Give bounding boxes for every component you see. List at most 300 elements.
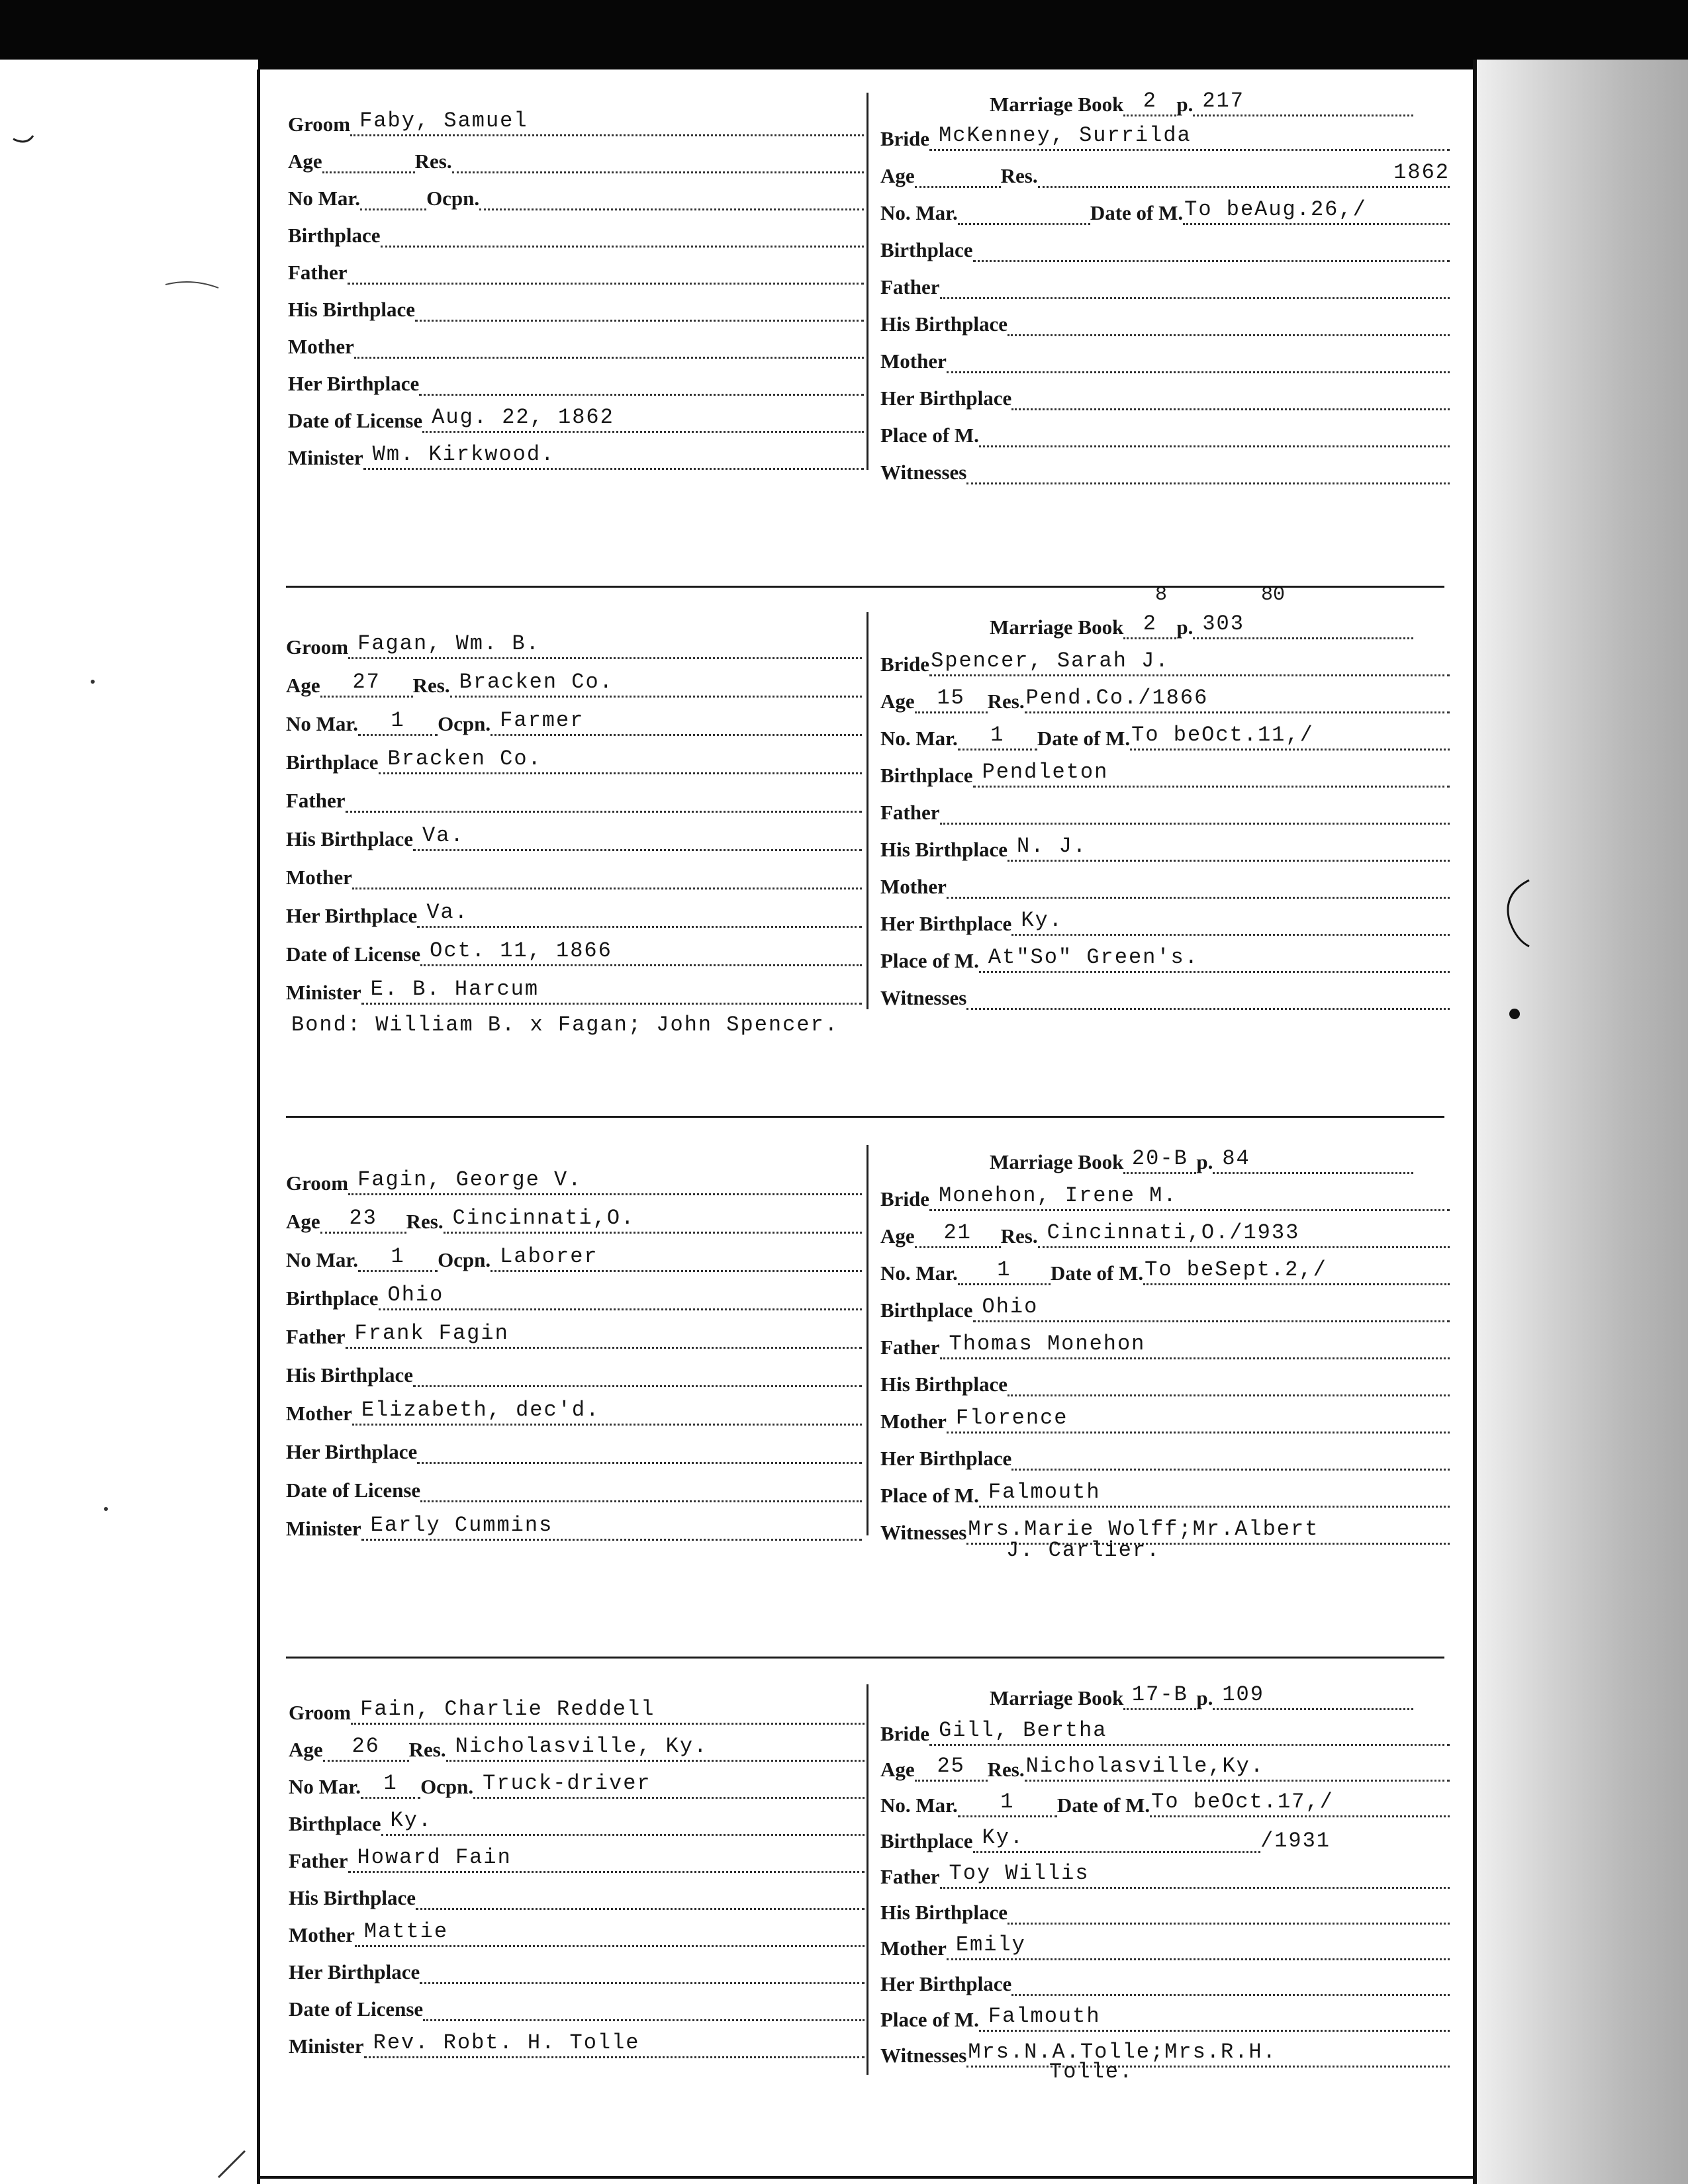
- res-label: Res.: [412, 674, 450, 697]
- father-label: Father: [286, 1325, 346, 1348]
- groom-minister: Early Cummins: [361, 1512, 862, 1541]
- bride-father: [940, 796, 1450, 825]
- res-label: Res.: [987, 690, 1025, 713]
- groom-no-mar: [360, 182, 426, 210]
- bride-name: McKenney, Surrilda: [929, 122, 1450, 151]
- groom-birthplace: Bracken Co.: [379, 746, 863, 774]
- bride-no-mar: 1: [958, 722, 1037, 751]
- groom-her-birthplace: [417, 1435, 862, 1464]
- witnesses-label: Witnesses: [880, 2044, 967, 2067]
- bride-her-birthplace: [1011, 1968, 1450, 1996]
- bride-res: Pend.Co./1866: [1025, 685, 1450, 713]
- mother-label: Mother: [286, 1402, 352, 1425]
- groom-nomar-ocpn-field: [289, 1762, 865, 1799]
- bride-label: Bride: [880, 1187, 930, 1210]
- bride-mother-field: [880, 1396, 1450, 1433]
- birthplace-label: Birthplace: [289, 1812, 381, 1835]
- place-of-m-label: Place of M.: [880, 424, 979, 447]
- groom-license-field: [286, 1465, 862, 1502]
- bride-witnesses-field: [880, 973, 1450, 1010]
- bride-his-birthplace-field: [880, 825, 1450, 862]
- groom-father-field: [288, 248, 864, 285]
- groom-father-field: [286, 776, 862, 813]
- father-label: Father: [880, 1865, 940, 1888]
- marriage-book-field: [990, 1673, 1413, 1710]
- record-separator: [286, 1657, 1444, 1659]
- minister-label: Minister: [286, 981, 361, 1004]
- mother-label: Mother: [880, 875, 947, 898]
- marriage-book-label: Marriage Book: [990, 1686, 1124, 1709]
- groom-minister-field: [288, 433, 864, 470]
- page-label: p.: [1196, 1686, 1213, 1709]
- res-label: Res.: [414, 150, 452, 173]
- groom-father: [348, 256, 864, 285]
- mother-label: Mother: [288, 335, 354, 358]
- date-of-m-label: Date of M.: [1090, 201, 1184, 224]
- birthplace-label: Birthplace: [288, 224, 381, 247]
- bride-witnesses-field: [880, 2030, 1450, 2068]
- bride-birthplace: Pendleton: [973, 759, 1450, 788]
- bride-mother: [947, 345, 1450, 373]
- groom-res: Bracken Co.: [450, 669, 862, 698]
- no-mar-label: No Mar.: [286, 712, 359, 735]
- groom-nomar-ocpn-field: [286, 699, 862, 736]
- bride-label: Bride: [880, 1722, 930, 1745]
- groom-her-birthplace: Va.: [417, 899, 862, 928]
- res-label: Res.: [987, 1758, 1025, 1781]
- groom-his-birthplace-field: [286, 1350, 862, 1387]
- marriage-book-field: [990, 1137, 1413, 1174]
- groom-date-of-license: Oct. 11, 1866: [420, 938, 862, 966]
- bride-her-birthplace: [1011, 1442, 1450, 1471]
- res-label: Res.: [1000, 1224, 1038, 1248]
- scan-mark-left: [0, 99, 258, 2184]
- marriage-book-number: 2: [1123, 611, 1176, 639]
- his-birthplace-label: His Birthplace: [880, 1901, 1008, 1924]
- bride-birthplace-year: /1931: [1260, 1829, 1331, 1853]
- no-mar-label: No Mar.: [289, 1775, 361, 1798]
- marriage-book-label: Marriage Book: [990, 93, 1124, 116]
- groom-license-field: [286, 929, 862, 966]
- bride-no-mar: 1: [958, 1789, 1057, 1817]
- bride-mother: [947, 870, 1450, 899]
- bride-name-field: [880, 1709, 1450, 1746]
- date-of-m-label: Date of M.: [1050, 1261, 1144, 1285]
- his-birthplace-label: His Birthplace: [286, 1363, 414, 1387]
- his-birthplace-label: His Birthplace: [288, 298, 416, 321]
- book-correction: 8: [1155, 584, 1168, 606]
- groom-minister-field: [286, 968, 862, 1005]
- birthplace-label: Birthplace: [286, 1287, 379, 1310]
- bride-nomar-date-field: [880, 1248, 1450, 1285]
- bride-no-mar-label: No. Mar.: [880, 727, 958, 750]
- bride-father-field: [880, 1852, 1450, 1889]
- her-birthplace-label: Her Birthplace: [286, 904, 418, 927]
- groom-res: [452, 145, 864, 173]
- bride-her-birthplace-field: [880, 1959, 1450, 1996]
- marriage-book-page: 217: [1193, 88, 1413, 116]
- groom-license-field: [289, 1984, 865, 2021]
- groom-birthplace: Ohio: [379, 1282, 863, 1310]
- father-label: Father: [286, 789, 346, 812]
- bride-place-of-m-field: [880, 1995, 1450, 2032]
- groom-no-mar: 1: [358, 707, 438, 736]
- groom-age: 27: [320, 669, 413, 698]
- groom-birthplace-field: [286, 737, 862, 774]
- page-label: p.: [1196, 1150, 1213, 1173]
- bride-father: [940, 271, 1450, 299]
- marriage-book-field: [990, 79, 1413, 116]
- bride-age-res-field: [880, 1745, 1450, 1782]
- groom-ocpn: Laborer: [491, 1244, 862, 1272]
- bride-his-birthplace: [1008, 1368, 1450, 1396]
- groom-mother-field: [288, 322, 864, 359]
- bride-his-birthplace-field: [880, 1888, 1450, 1925]
- bride-witnesses: [966, 456, 1450, 484]
- age-label: Age: [286, 1210, 320, 1233]
- bride-birthplace: [973, 234, 1450, 262]
- page-label: p.: [1176, 93, 1194, 116]
- groom-mother-field: [289, 1910, 865, 1947]
- groom-date-of-license: [420, 1474, 862, 1502]
- groom-name-field: [289, 1688, 865, 1725]
- bride-witnesses: [966, 981, 1450, 1010]
- groom-no-mar: 1: [361, 1770, 420, 1799]
- bride-res: 1862: [1038, 159, 1450, 188]
- birthplace-label: Birthplace: [880, 1298, 973, 1322]
- his-birthplace-label: His Birthplace: [880, 1373, 1008, 1396]
- groom-name: Faby, Samuel: [350, 108, 864, 136]
- marriage-book-page: 84: [1213, 1146, 1413, 1174]
- her-birthplace-label: Her Birthplace: [286, 1440, 418, 1463]
- groom-her-birthplace-field: [288, 359, 864, 396]
- scan-mark-right: [1489, 860, 1569, 1059]
- bride-her-birthplace: Ky.: [1011, 907, 1450, 936]
- marriage-book-label: Marriage Book: [990, 1150, 1124, 1173]
- bride-age-res-field: [880, 151, 1450, 188]
- bride-age: [915, 159, 1001, 188]
- bride-name-field: [880, 639, 1450, 676]
- place-of-m-label: Place of M.: [880, 949, 979, 972]
- res-label: Res.: [406, 1210, 444, 1233]
- bride-place-of-m: [979, 419, 1450, 447]
- date-of-license-label: Date of License: [289, 1997, 424, 2021]
- birthplace-label: Birthplace: [286, 751, 379, 774]
- mother-label: Mother: [289, 1923, 355, 1946]
- groom-his-birthplace-field: [288, 285, 864, 322]
- groom-his-birthplace: [413, 1359, 862, 1387]
- groom-mother-field: [286, 852, 862, 889]
- bride-place-of-m: At"So" Green's.: [979, 944, 1450, 973]
- bride-his-birthplace-field: [880, 299, 1450, 336]
- bride-his-birthplace: N. J.: [1008, 833, 1450, 862]
- bride-date-of-m: To beAug.26,/: [1183, 197, 1450, 225]
- her-birthplace-label: Her Birthplace: [289, 1960, 420, 1983]
- bride-his-birthplace: [1008, 1896, 1450, 1925]
- groom-age-res-field: [288, 136, 864, 173]
- groom-mother-field: [286, 1388, 862, 1426]
- bride-place-of-m-field: [880, 936, 1450, 973]
- groom-ocpn: [479, 182, 864, 210]
- place-of-m-label: Place of M.: [880, 1484, 979, 1507]
- bride-his-birthplace-field: [880, 1359, 1450, 1396]
- bond-note: Bond: William B. x Fagan; John Spencer.: [291, 1013, 839, 1037]
- bride-name: Gill, Bertha: [929, 1717, 1450, 1746]
- bride-name-field: [880, 114, 1450, 151]
- groom-minister: E. B. Harcum: [361, 976, 862, 1005]
- column-divider: [867, 93, 868, 470]
- bride-mother: Florence: [947, 1405, 1450, 1433]
- age-label: Age: [880, 1758, 915, 1781]
- groom-label: Groom: [286, 635, 349, 659]
- marriage-book-label: Marriage Book: [990, 615, 1124, 639]
- bride-no-mar-label: No. Mar.: [880, 1261, 958, 1285]
- column-divider: [867, 1684, 868, 2075]
- bride-her-birthplace-field: [880, 373, 1450, 410]
- bride-birthplace-field: [880, 751, 1450, 788]
- groom-name-field: [286, 1158, 862, 1195]
- groom-age: [322, 145, 415, 173]
- bride-birthplace-field: [880, 1285, 1450, 1322]
- bride-age: 21: [915, 1220, 1001, 1248]
- age-label: Age: [880, 690, 915, 713]
- marriage-book-field: [990, 602, 1413, 639]
- page-correction: 80: [1261, 584, 1286, 606]
- groom-nomar-ocpn-field: [286, 1235, 862, 1272]
- bride-no-mar-label: No. Mar.: [880, 201, 958, 224]
- bride-witnesses-continued: J. Carlier.: [1006, 1538, 1161, 1563]
- date-of-m-label: Date of M.: [1037, 727, 1131, 750]
- groom-her-birthplace: [420, 1956, 865, 1984]
- bride-age-res-field: [880, 1211, 1450, 1248]
- her-birthplace-label: Her Birthplace: [288, 372, 420, 395]
- groom-res: Nicholasville, Ky.: [446, 1733, 865, 1762]
- groom-ocpn: Farmer: [491, 707, 862, 736]
- minister-label: Minister: [286, 1517, 361, 1540]
- bride-date-of-m: To beOct.11,/: [1130, 722, 1450, 751]
- groom-ocpn: Truck-driver: [473, 1770, 865, 1799]
- bride-father: Thomas Monehon: [940, 1331, 1450, 1359]
- marriage-book-number: 2: [1123, 88, 1176, 116]
- groom-father: [346, 784, 862, 813]
- bride-father-field: [880, 1322, 1450, 1359]
- bride-his-birthplace: [1008, 308, 1450, 336]
- groom-birthplace: Ky.: [381, 1807, 865, 1836]
- groom-age-res-field: [289, 1725, 865, 1762]
- groom-her-birthplace-field: [286, 891, 862, 928]
- groom-her-birthplace: [419, 367, 864, 396]
- bride-witnesses: Mrs.N.A.Tolle;Mrs.R.H.: [966, 2039, 1450, 2068]
- groom-her-birthplace-field: [286, 1427, 862, 1464]
- age-label: Age: [288, 150, 322, 173]
- his-birthplace-label: His Birthplace: [289, 1886, 416, 1909]
- birthplace-label: Birthplace: [880, 1829, 973, 1852]
- witnesses-label: Witnesses: [880, 461, 967, 484]
- column-divider: [867, 612, 868, 1009]
- groom-name-field: [288, 99, 864, 136]
- bride-no-mar-label: No. Mar.: [880, 1794, 958, 1817]
- groom-label: Groom: [286, 1171, 349, 1195]
- groom-father: Howard Fain: [348, 1844, 865, 1873]
- marriage-book-number: 20-B: [1123, 1146, 1196, 1174]
- record-separator: [286, 1116, 1444, 1118]
- bride-witnesses: Mrs.Marie Wolff;Mr.Albert: [966, 1516, 1450, 1545]
- ocpn-label: Ocpn.: [438, 1248, 491, 1271]
- res-label: Res.: [408, 1738, 446, 1761]
- groom-date-of-license: [423, 1993, 865, 2021]
- bride-witnesses-field: [880, 447, 1450, 484]
- bride-witnesses-continued: Tolle.: [1049, 2060, 1134, 2084]
- mother-label: Mother: [880, 349, 947, 373]
- bride-nomar-date-field: [880, 188, 1450, 225]
- his-birthplace-label: His Birthplace: [880, 312, 1008, 336]
- his-birthplace-label: His Birthplace: [880, 838, 1008, 861]
- father-label: Father: [288, 261, 348, 284]
- place-of-m-label: Place of M.: [880, 2008, 979, 2031]
- groom-father-field: [286, 1312, 862, 1349]
- birthplace-label: Birthplace: [880, 238, 973, 261]
- bride-place-of-m-field: [880, 410, 1450, 447]
- groom-no-mar: 1: [358, 1244, 438, 1272]
- groom-his-birthplace: [416, 1882, 865, 1910]
- bride-witnesses-field: [880, 1508, 1450, 1545]
- date-of-license-label: Date of License: [286, 1479, 421, 1502]
- bride-place-of-m-field: [880, 1471, 1450, 1508]
- date-of-license-label: Date of License: [286, 942, 421, 966]
- groom-minister: Wm. Kirkwood.: [363, 441, 864, 470]
- groom-label: Groom: [289, 1701, 352, 1724]
- bride-mother-field: [880, 862, 1450, 899]
- groom-his-birthplace-field: [289, 1873, 865, 1910]
- bride-birthplace-field: [880, 1816, 1450, 1853]
- his-birthplace-label: His Birthplace: [286, 827, 414, 850]
- no-mar-label: No Mar.: [288, 187, 361, 210]
- groom-name: Fagin, George V.: [348, 1167, 862, 1195]
- witnesses-label: Witnesses: [880, 1521, 967, 1544]
- bride-father-field: [880, 788, 1450, 825]
- bride-mother-field: [880, 336, 1450, 373]
- scan-right-margin: [1476, 60, 1688, 2184]
- groom-age-res-field: [286, 660, 862, 698]
- groom-res: Cincinnati,O.: [444, 1205, 862, 1234]
- groom-age-res-field: [286, 1197, 862, 1234]
- card-right-border: [1473, 60, 1477, 2184]
- groom-name: Fagan, Wm. B.: [348, 631, 862, 659]
- date-of-license-label: Date of License: [288, 409, 423, 432]
- res-label: Res.: [1000, 164, 1038, 187]
- bride-label: Bride: [880, 127, 930, 150]
- bride-birthplace-field: [880, 225, 1450, 262]
- age-label: Age: [880, 1224, 915, 1248]
- bride-place-of-m: Falmouth: [979, 1479, 1450, 1508]
- groom-his-birthplace: [415, 293, 864, 322]
- father-label: Father: [880, 1336, 940, 1359]
- bride-res: Nicholasville,Ky.: [1025, 1753, 1450, 1782]
- groom-minister-field: [286, 1504, 862, 1541]
- groom-mother: [352, 861, 862, 889]
- groom-birthplace-field: [286, 1273, 862, 1310]
- minister-label: Minister: [289, 2034, 364, 2058]
- age-label: Age: [286, 674, 320, 697]
- groom-his-birthplace-field: [286, 814, 862, 851]
- bride-no-mar: [958, 197, 1090, 225]
- bride-res: Cincinnati,O./1933: [1038, 1220, 1450, 1248]
- groom-mother: [354, 330, 864, 359]
- mother-label: Mother: [880, 1410, 947, 1433]
- groom-minister-field: [289, 2021, 865, 2058]
- bride-name-field: [880, 1174, 1450, 1211]
- date-of-m-label: Date of M.: [1056, 1794, 1150, 1817]
- bride-date-of-m: To beSept.2,/: [1143, 1257, 1450, 1285]
- bride-birthplace: Ohio: [973, 1294, 1450, 1322]
- minister-label: Minister: [288, 446, 363, 469]
- groom-date-of-license: Aug. 22, 1862: [422, 404, 864, 433]
- column-divider: [867, 1145, 868, 1535]
- groom-father: Frank Fagin: [346, 1320, 862, 1349]
- groom-nomar-ocpn-field: [288, 173, 864, 210]
- bride-age: 25: [915, 1753, 988, 1782]
- bride-name: Spencer, Sarah J.: [929, 648, 1450, 676]
- age-label: Age: [289, 1738, 323, 1761]
- her-birthplace-label: Her Birthplace: [880, 1447, 1012, 1470]
- bride-her-birthplace-field: [880, 1433, 1450, 1471]
- bride-mother: Emily: [947, 1932, 1450, 1960]
- bride-age-res-field: [880, 676, 1450, 713]
- groom-name-field: [286, 622, 862, 659]
- groom-father-field: [289, 1836, 865, 1873]
- bride-nomar-date-field: [880, 713, 1450, 751]
- card-bottom-border: [258, 2176, 1476, 2179]
- age-label: Age: [880, 164, 915, 187]
- father-label: Father: [880, 801, 940, 824]
- groom-birthplace-field: [288, 210, 864, 248]
- groom-name: Fain, Charlie Reddell: [351, 1696, 865, 1725]
- mother-label: Mother: [880, 1936, 947, 1960]
- marriage-book-number: 17-B: [1123, 1682, 1196, 1710]
- father-label: Father: [289, 1849, 348, 1872]
- groom-birthplace: [381, 219, 865, 248]
- bride-place-of-m: Falmouth: [979, 2003, 1450, 2032]
- groom-birthplace-field: [289, 1799, 865, 1836]
- page-label: p.: [1176, 615, 1194, 639]
- her-birthplace-label: Her Birthplace: [880, 1972, 1012, 1995]
- groom-mother: Mattie: [355, 1919, 865, 1947]
- bride-no-mar: 1: [958, 1257, 1051, 1285]
- groom-his-birthplace: Va.: [413, 823, 862, 851]
- bride-date-of-m: To beOct.17,/: [1150, 1789, 1450, 1817]
- bride-birthplace: Ky.: [973, 1825, 1260, 1853]
- groom-age: 23: [320, 1205, 406, 1234]
- groom-age: 26: [323, 1733, 409, 1762]
- groom-label: Groom: [288, 113, 351, 136]
- witnesses-label: Witnesses: [880, 986, 967, 1009]
- her-birthplace-label: Her Birthplace: [880, 912, 1012, 935]
- mother-label: Mother: [286, 866, 352, 889]
- bride-father: Toy Willis: [940, 1860, 1450, 1889]
- ocpn-label: Ocpn.: [420, 1775, 474, 1798]
- bride-name: Monehon, Irene M.: [929, 1183, 1450, 1211]
- bride-age: 15: [915, 685, 988, 713]
- no-mar-label: No Mar.: [286, 1248, 359, 1271]
- groom-minister: Rev. Robt. H. Tolle: [364, 2030, 865, 2058]
- bride-nomar-date-field: [880, 1780, 1450, 1817]
- marriage-book-page: 303: [1193, 611, 1413, 639]
- marriage-book-page: 109: [1213, 1682, 1413, 1710]
- bride-mother-field: [880, 1923, 1450, 1960]
- groom-mother: Elizabeth, dec'd.: [352, 1397, 862, 1426]
- father-label: Father: [880, 275, 940, 298]
- her-birthplace-label: Her Birthplace: [880, 387, 1012, 410]
